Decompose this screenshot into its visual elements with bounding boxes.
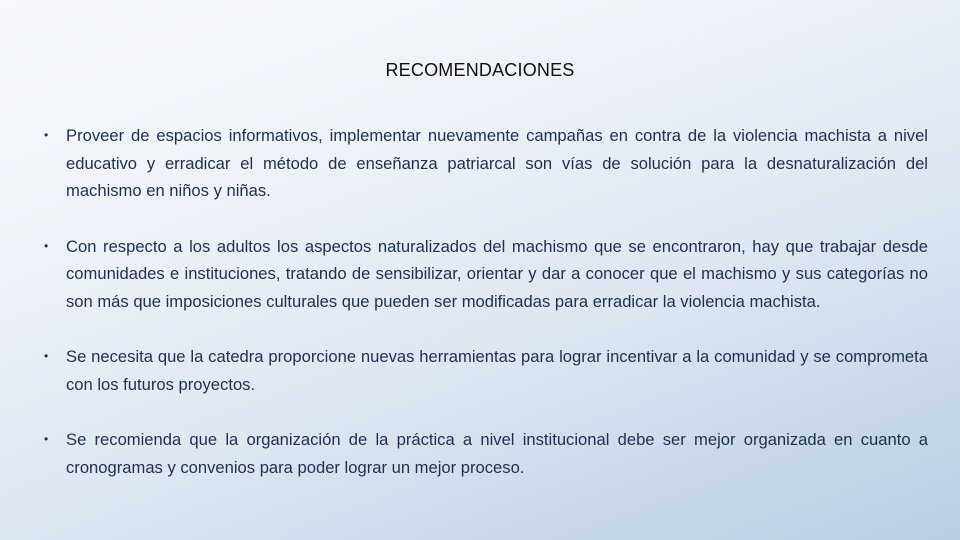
list-item-text: Se recomienda que la organización de la práctica a nivel institucional debe ser mejor organizada en cuanto a cronogramas y convenios para poder lograr un mejor proceso. [66, 430, 928, 477]
list-item [40, 343, 928, 398]
list-item-text: Se necesita que la catedra proporcione nuevas herramientas para lograr incentivar a la comunidad y se comprometa con los futuros proyectos. [66, 347, 928, 394]
bullet-icon: • [44, 128, 49, 142]
bullet-icon: • [44, 432, 49, 446]
list-item-text: Con respecto a los adultos los aspectos naturalizados del machismo que se encontraron, hay que trabajar desde comunidades e instituciones, tratando de sensibilizar, orientar y dar a conocer que el machismo y sus categorías no son más que imposiciones culturales que pueden ser modificadas para erradicar la violencia machista. [66, 236, 928, 311]
bullet-icon: • [44, 349, 49, 363]
recommendations-list [40, 122, 928, 481]
list-item [40, 426, 928, 481]
list-item [40, 122, 928, 205]
bullet-icon: • [44, 238, 49, 253]
list-item-text: Proveer de espacios informativos, implementar nuevamente campañas en contra de la violencia machista a nivel educativo y erradicar el método de enseñanza patriarcal son vías de solución para la desnaturalización del machismo en niños y niñas. [66, 126, 928, 200]
slide-title: RECOMENDACIONES [385, 60, 575, 80]
list-item [40, 233, 928, 316]
